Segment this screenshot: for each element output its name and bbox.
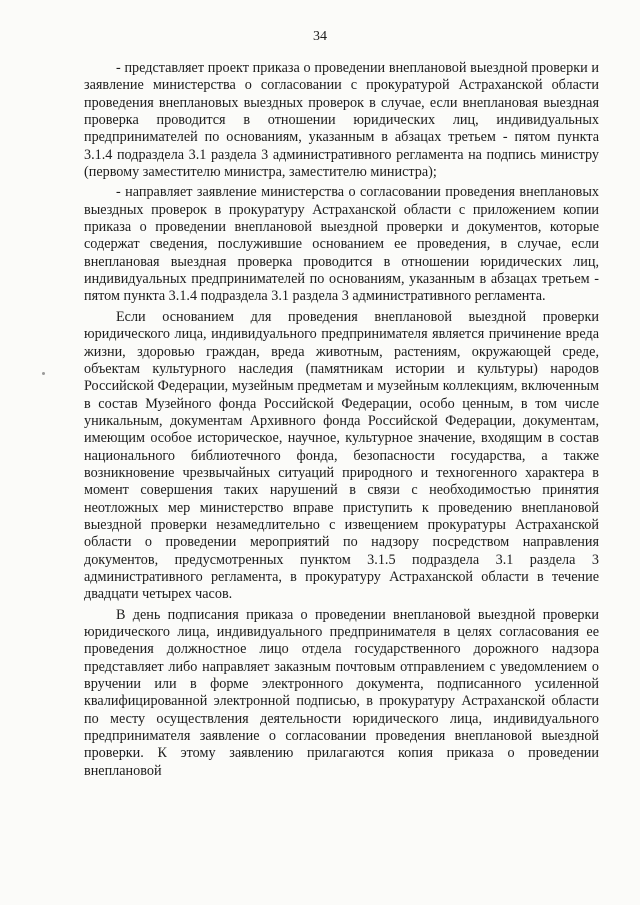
document-body (84, 60, 599, 780)
paragraph-send-application: - направляет заявление министерства о согласовании проведения внеплановых выездных проверок в прокуратуру Астраханской области с приложением копии приказа о проведении внеплановой выездной проверки и документов, которые содержат сведения, послужившие основанием ее проведения, в случае, если внеплановая выездная проверка проводится в отношении юридических лиц, индивидуальных предпринимателей по основаниям, указанным в абзацах третьем - пятом пункта 3.1.4 подраздела 3.1 раздела 3 административного регламента. (84, 184, 599, 305)
page-number: 34 (313, 29, 327, 44)
margin-mark (42, 372, 45, 375)
paragraph-approval-request: В день подписания приказа о проведении внеплановой выездной проверки юридического лица, индивидуального предпринимателя в целях согласования ее проведения должностное лицо отдела государственного дорожного надзора представляет либо направляет заказным почтовым отправлением с уведомлением о вручении или в форме электронного документа, подписанного усиленной квалифицированной электронной подписью, в прокуратуру Астраханской области по месту осуществления деятельности юридического лица, индивидуального предпринимателя заявление о согласовании проведения внеплановой выездной проверки. К этому заявлению прилагаются копия приказа о проведении внеплановой (84, 606, 599, 779)
paragraph-urgent-inspection: Если основанием для проведения внеплановой выездной проверки юридического лица, индивидуального предпринимателя является причинение вреда жизни, здоровью граждан, вреда животным, растениям, окружающей среде, объектам культурного наследия (памятникам истории и культуры) народов Российской Федерации, музейным предметам и музейным коллекциям, включенным в состав Музейного фонда Российской Федерации, особо ценным, в том числе уникальным, документам Архивного фонда Российской Федерации, документам, имеющим особое историческое, научное, культурное значение, входящим в состав национального библиотечного фонда, безопасности государства, а также возникновение чрезвычайных ситуаций природного и техногенного характера в момент совершения таких нарушений в связи с необходимостью принятия неотложных мер министерство вправе приступить к проведению внеплановой выездной проверки незамедлительно с извещением прокуратуры Астраханской области о проведении мероприятий по надзору посредством направления документов, предусмотренных пунктом 3.1.5 подраздела 3.1 раздела 3 административного регламента, в прокуратуру Астраханской области в течение двадцати четырех часов. (84, 308, 599, 603)
paragraph-submit-order: - представляет проект приказа о проведении внеплановой выездной проверки и заявление министерства о согласовании с прокуратурой Астраханской области проведения внеплановых выездных проверок в случае, если внеплановая выездная проверка проводится в отношении юридических лиц, индивидуальных предпринимателей по основаниям, указанным в абзацах третьем - пятом пункта 3.1.4 подраздела 3.1 раздела 3 административного регламента на подпись министру (первому заместителю министра, заместителю министра); (84, 60, 599, 181)
